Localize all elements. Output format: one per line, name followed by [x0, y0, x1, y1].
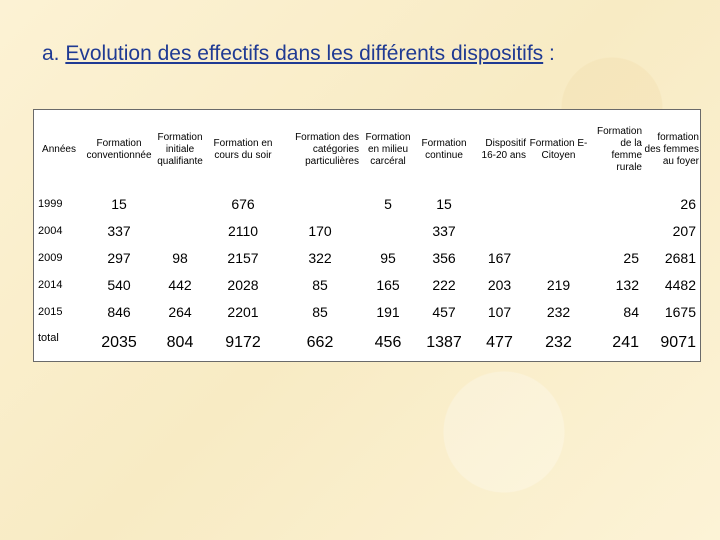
- header-cell: Formation E-Citoyen: [529, 138, 588, 161]
- row-label: 1999: [38, 197, 63, 210]
- table-cell: 356: [432, 249, 456, 266]
- table-cell: 85: [312, 304, 328, 321]
- table-cell: 84: [623, 304, 639, 321]
- table-cell: 9172: [225, 334, 261, 352]
- table-cell: [590, 190, 643, 217]
- table-header-row: [34, 110, 700, 190]
- table-cell: 1387: [426, 334, 462, 352]
- table-cell: 264: [168, 304, 192, 321]
- table-cell: 167: [487, 249, 512, 266]
- table-cell: 2110: [227, 222, 259, 239]
- table-cell: 165: [376, 277, 400, 294]
- table-cell: 676: [231, 195, 255, 212]
- table-cell: 15: [111, 195, 127, 212]
- table-row: [34, 190, 700, 217]
- table-cell: 95: [380, 249, 396, 266]
- table-cell: [527, 217, 590, 244]
- table-cell: 322: [308, 249, 332, 266]
- row-label: 2014: [38, 279, 63, 292]
- table-cell: 1675: [664, 304, 696, 321]
- table-cell: 2035: [101, 334, 137, 352]
- table-cell: 191: [376, 304, 400, 321]
- table-cell: 170: [308, 222, 332, 239]
- table-cell: 4482: [664, 277, 696, 294]
- table-cell: 442: [168, 277, 192, 294]
- header-cell: Formation initiale qualifiante: [157, 132, 203, 167]
- table-body: [34, 190, 700, 361]
- table-cell: 477: [486, 334, 513, 352]
- table-cell: 15: [436, 195, 452, 212]
- header-cell: formation des femmes au foyer: [644, 132, 699, 167]
- table-cell: 2201: [227, 304, 259, 321]
- table-cell: 5: [384, 195, 392, 212]
- table-row: [34, 326, 700, 361]
- table-cell: [472, 190, 527, 217]
- table-cell: 203: [487, 277, 512, 294]
- table-row: [34, 271, 700, 298]
- table-cell: [280, 190, 360, 217]
- table-cell: 26: [680, 195, 696, 212]
- table-cell: 457: [432, 304, 456, 321]
- header-cell: Années: [42, 144, 76, 155]
- table-cell: [154, 190, 206, 217]
- table-cell: 9071: [660, 334, 696, 352]
- header-cell: Dispositif 16-20 ans: [481, 138, 526, 161]
- table-cell: [527, 190, 590, 217]
- table-cell: 222: [432, 277, 456, 294]
- table-cell: 540: [107, 277, 131, 294]
- table-cell: 241: [612, 334, 639, 352]
- table-cell: 85: [312, 277, 328, 294]
- table-cell: 107: [487, 304, 512, 321]
- table-cell: 846: [107, 304, 131, 321]
- row-label: total: [38, 331, 59, 344]
- header-cell: Formation de la femme rurale: [596, 126, 642, 173]
- table-cell: 132: [615, 277, 639, 294]
- table-cell: [590, 217, 643, 244]
- table-row: [34, 217, 700, 244]
- table-cell: 662: [306, 334, 334, 352]
- table-cell: 2028: [227, 277, 259, 294]
- header-cell: Formation continue: [421, 138, 467, 161]
- header-cell: Formation conventionnée: [86, 138, 152, 161]
- page-title: [42, 42, 555, 66]
- table-cell: 98: [172, 249, 188, 266]
- table-cell: [154, 217, 206, 244]
- table-cell: 207: [672, 222, 696, 239]
- table-cell: 456: [374, 334, 402, 352]
- header-cell: Formation des catégories particulières: [295, 132, 359, 167]
- title-underlined: Evolution des effectifs dans les différents dispositifs: [65, 42, 544, 65]
- table-cell: 25: [623, 249, 639, 266]
- title-prefix: a.: [42, 42, 66, 65]
- table-cell: [527, 244, 590, 271]
- table-cell: 2157: [227, 249, 259, 266]
- table-cell: 337: [432, 222, 456, 239]
- table-cell: 2681: [664, 249, 696, 266]
- row-label: 2004: [38, 224, 63, 237]
- table-cell: 219: [546, 277, 571, 294]
- table-cell: 232: [546, 304, 571, 321]
- header-cell: Formation en milieu carcéral: [365, 132, 411, 167]
- table-cell: 337: [107, 222, 131, 239]
- header-cell: Formation en cours du soir: [213, 138, 273, 161]
- table-cell: [472, 217, 527, 244]
- table-row: [34, 244, 700, 271]
- table-cell: [360, 217, 416, 244]
- table-cell: 804: [166, 334, 194, 352]
- title-suffix: :: [543, 42, 555, 65]
- effectifs-table: [33, 109, 701, 362]
- table-cell: 297: [107, 249, 131, 266]
- row-label: 2009: [38, 251, 63, 264]
- table-row: [34, 299, 700, 326]
- row-label: 2015: [38, 306, 63, 319]
- table-cell: 232: [545, 334, 572, 352]
